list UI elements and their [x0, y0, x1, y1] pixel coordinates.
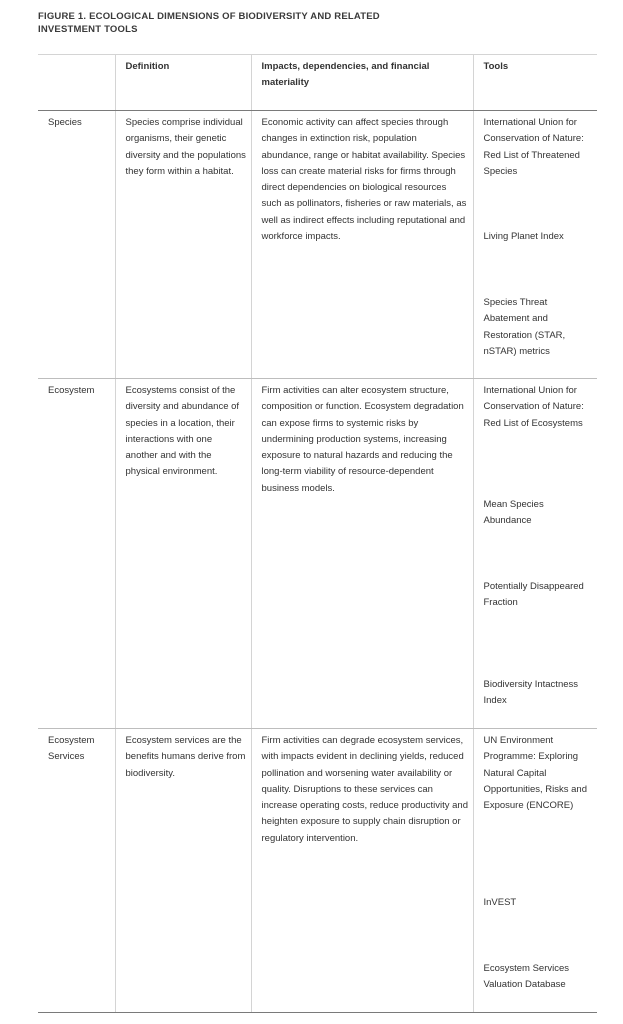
dimension-cell: Ecosystem Services [38, 729, 115, 1013]
header-dimension [38, 55, 115, 111]
definition-cell: Ecosystem services are the benefits humans derive from biodiversity. [115, 729, 251, 1013]
dimension-cell: Species [38, 111, 115, 379]
table-row-ecosystem-services [38, 729, 597, 1013]
impacts-cell: Firm activities can degrade ecosystem services, with impacts evident in declining yields, reduced pollination and worsening water availability or quality. Disruptions to these services can increase operating costs, reduce productivity and heighten exposure to supply chain disruption or regulatory intervention. [251, 729, 473, 1013]
tool-item: UN Environment Programme: Exploring Natural Capital Opportunities, Risks and Exposure (ENCORE) [483, 735, 587, 812]
tool-item: Living Planet Index [483, 231, 564, 242]
tool-item: Ecosystem Services Valuation Database [483, 963, 570, 991]
tools-cell [473, 379, 597, 729]
tools-cell [473, 111, 597, 379]
impacts-cell: Economic activity can affect species through changes in extinction risk, population abundance, range or habitat availability. Species loss can create material risks for firms through direct dependencies on biological resources such as pollinators, fisheries or raw materials, as well as indirect effects including reputational and workforce impacts. [251, 111, 473, 379]
header-definition: Definition [115, 55, 251, 111]
table-header-row [38, 55, 597, 111]
tool-item: Potentially Disappeared Fraction [483, 581, 584, 609]
biodiversity-dimensions-table [38, 54, 597, 1013]
tool-item: InVEST [483, 897, 517, 908]
tool-item: International Union for Conservation of Nature: Red List of Ecosystems [483, 385, 584, 429]
table-row-species [38, 111, 597, 379]
tool-item: International Union for Conservation of Nature: Red List of Threatened Species [483, 117, 584, 177]
tool-item: Mean Species Abundance [483, 499, 544, 527]
dimension-cell: Ecosystem [38, 379, 115, 729]
tool-item: Biodiversity Intactness Index [483, 679, 579, 707]
table-row-ecosystem [38, 379, 597, 729]
definition-cell: Species comprise individual organisms, their genetic diversity and the populations they form within a habitat. [115, 111, 251, 379]
header-impacts: Impacts, dependencies, and financial materiality [251, 55, 473, 111]
header-tools: Tools [473, 55, 597, 111]
tool-item: Species Threat Abatement and Restoration (STAR, nSTAR) metrics [483, 297, 566, 357]
tools-cell [473, 729, 597, 1013]
impacts-cell: Firm activities can alter ecosystem structure, composition or function. Ecosystem degradation can expose firms to systemic risks by undermining production systems, increasing exposure to natural hazards and reducing the long-term viability of resource-dependent business models. [251, 379, 473, 729]
definition-cell: Ecosystems consist of the diversity and abundance of species in a location, their interactions with one another and with the physical environment. [115, 379, 251, 729]
figure-title: FIGURE 1. ECOLOGICAL DIMENSIONS OF BIODIVERSITY AND RELATED INVESTMENT TOOLS [38, 11, 380, 35]
